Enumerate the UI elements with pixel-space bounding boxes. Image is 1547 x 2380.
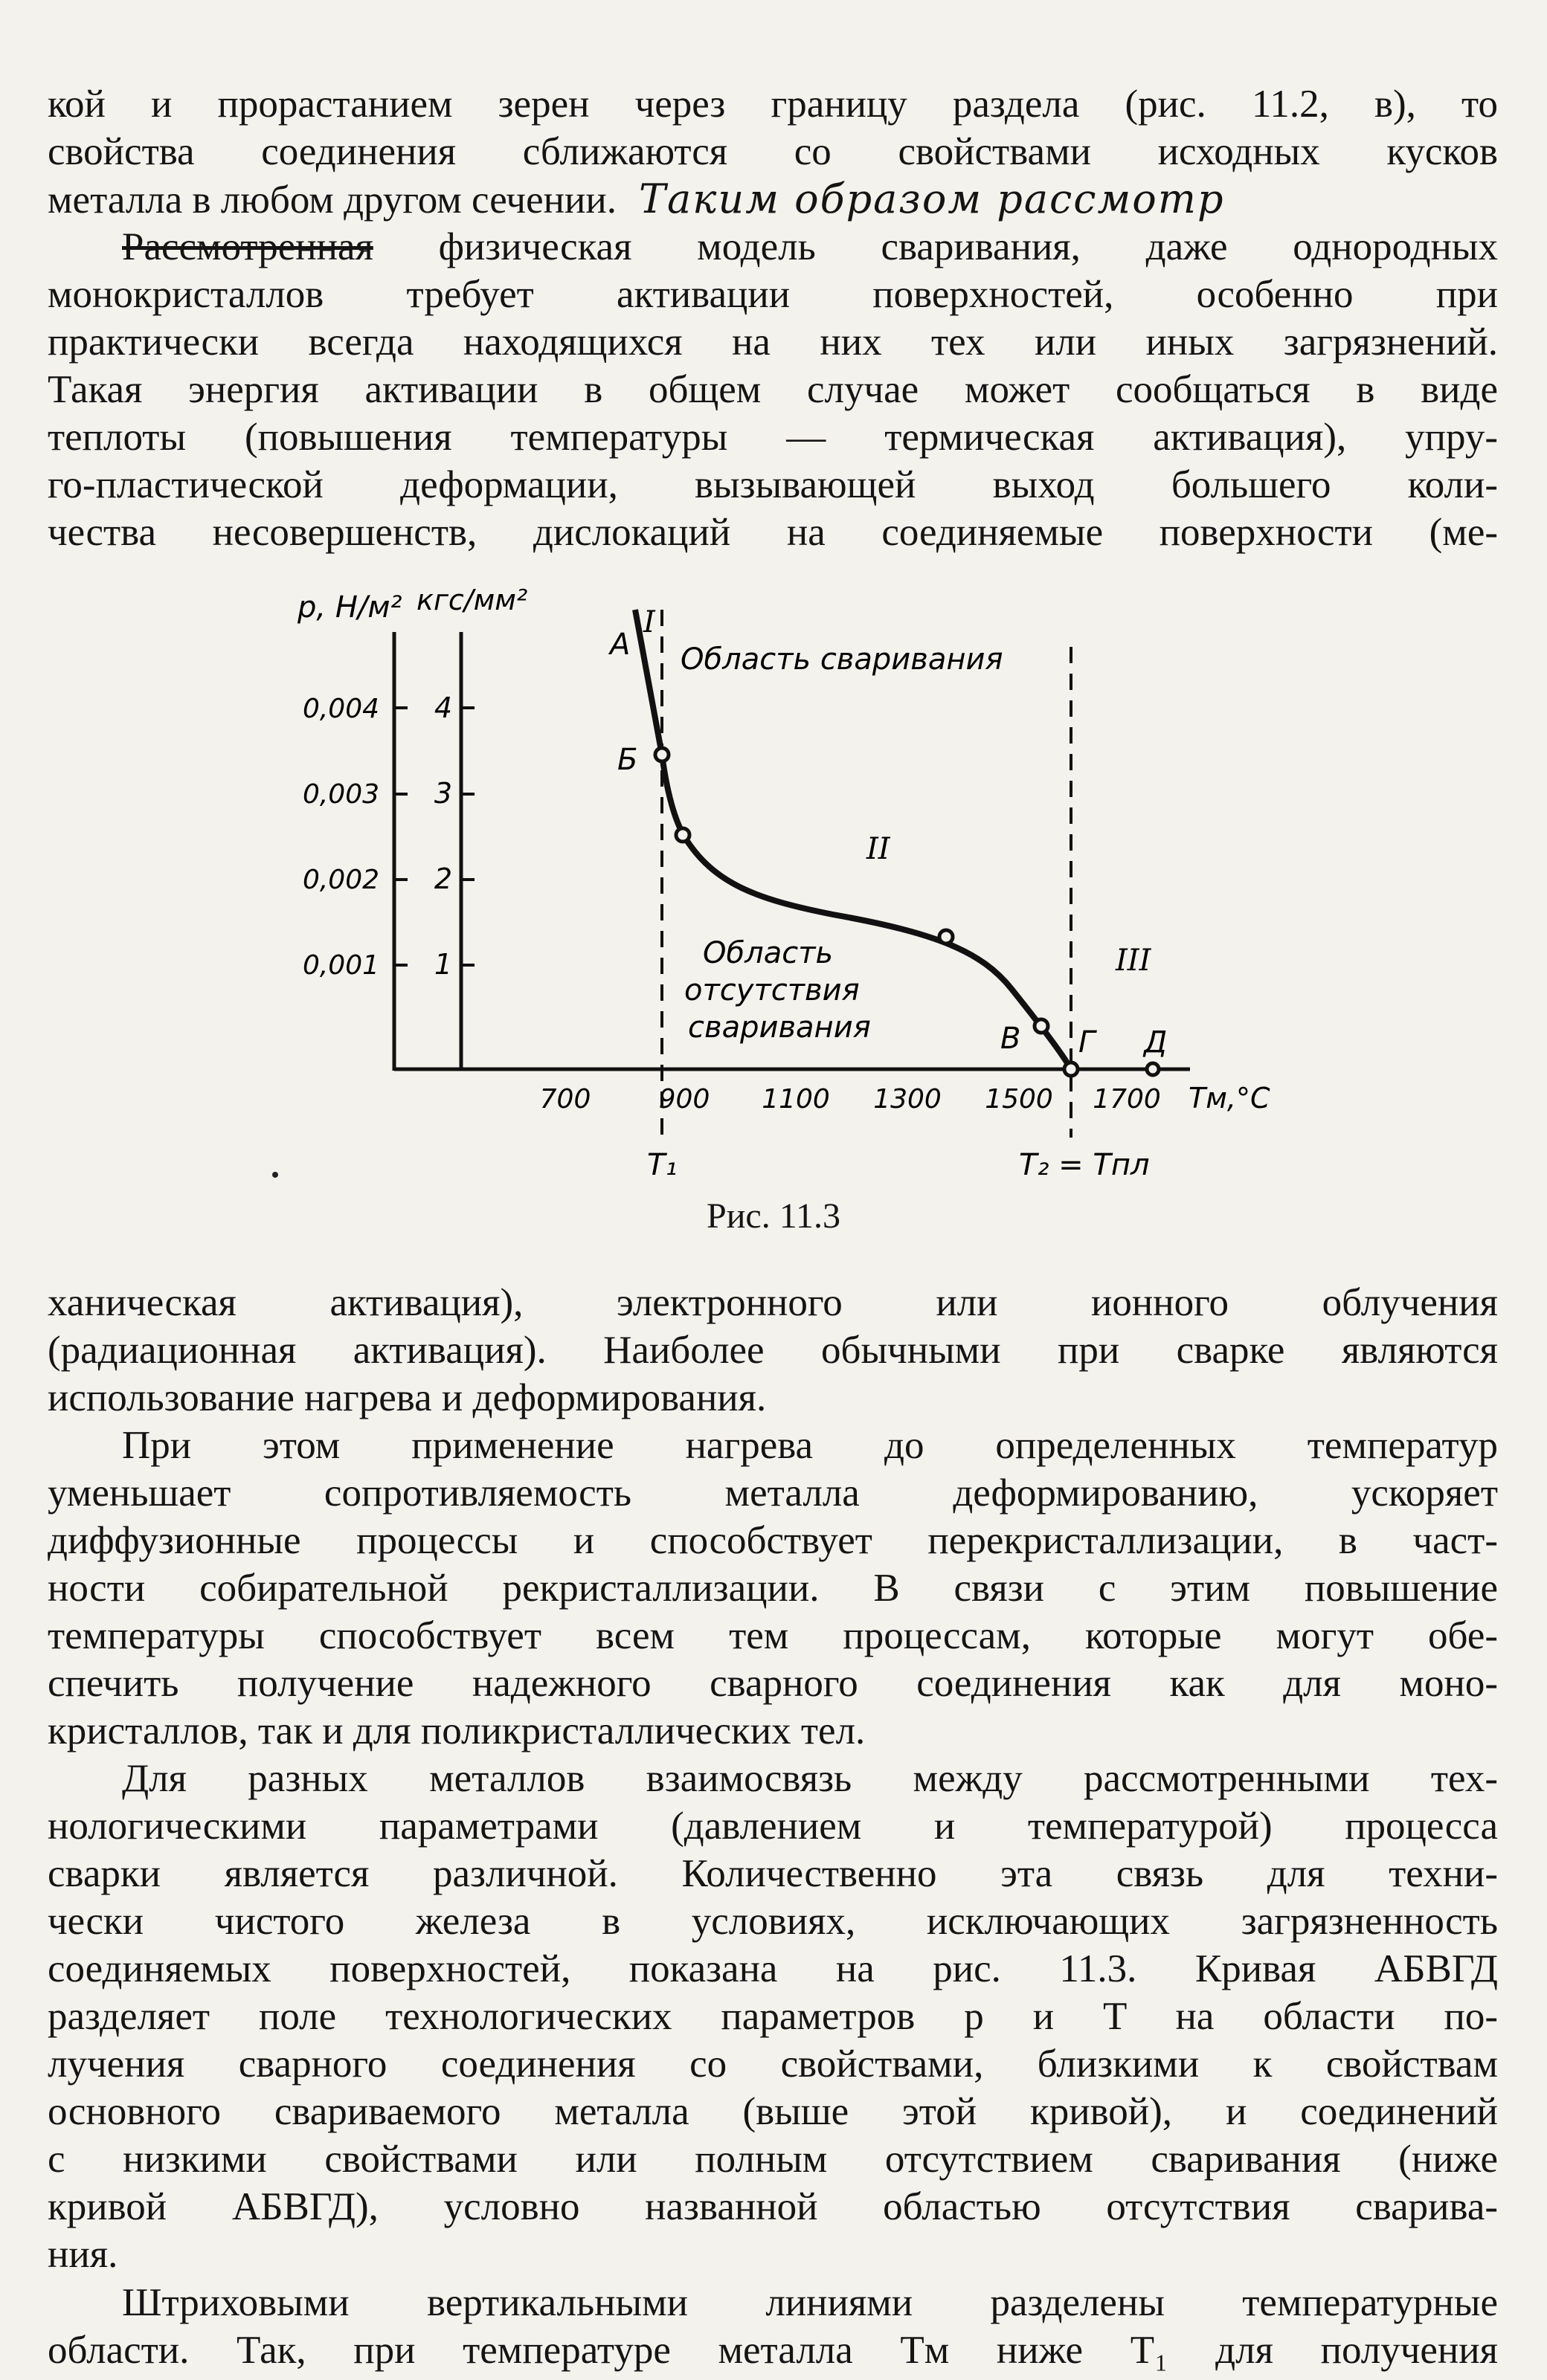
y-tick-label: 1: [434, 948, 452, 981]
x-tick-label: 700: [539, 1084, 591, 1115]
text-line: использование нагрева и деформирования.: [48, 1376, 767, 1419]
x-tick-label: 900: [658, 1084, 710, 1115]
paragraph-1: [48, 80, 1498, 224]
y-axis-label-kgf: кгс/мм²: [416, 587, 528, 616]
region-label-line: сваривания: [688, 1010, 871, 1045]
region-numeral-1: I: [643, 605, 655, 639]
text-line: соединяемых поверхностей, показана на рис. 11.3. Кривая АБВГД: [48, 1947, 1498, 1990]
y-tick-label: 4: [434, 691, 452, 724]
text-line: ханическая активация), электронного или ионного облучения: [48, 1281, 1498, 1324]
paragraph-5: [48, 1755, 1498, 2278]
text-line: уменьшает сопротивляемость металла деформированию, ускоряет: [48, 1471, 1498, 1515]
x-tick-label: 1100: [762, 1084, 830, 1115]
point-g-marker: [1064, 1062, 1078, 1076]
region-numeral-3: III: [1116, 944, 1151, 978]
region-label-no-welding: [684, 936, 871, 1045]
text-line: области. Так, при температуре металла Tм ниже T₁ для получения: [48, 2329, 1498, 2372]
x-tick-label: 1700: [1093, 1084, 1161, 1115]
y-tick-label: 3: [434, 777, 452, 810]
text-line: Для разных металлов взаимосвязь между рассмотренными тех-: [122, 1757, 1498, 1800]
y-ticks-si: [303, 694, 379, 981]
text-line: кой и прорастанием зерен через границу раздела (рис. 11.2, в), то: [48, 83, 1498, 126]
text-line: разделяет поле технологических параметров p и T на области по-: [48, 1995, 1498, 2038]
text-line: лучения сварного соединения со свойствами, близкими к свойствам: [48, 2042, 1498, 2086]
figure-11-3: [268, 587, 1294, 1197]
point-label-a: А: [610, 628, 631, 662]
text-line: температуры способствует всем тем процессам, которые могут обе-: [48, 1614, 1498, 1657]
text-line: кристаллов, так и для поликристаллических тел.: [48, 1709, 866, 1752]
text-line: чества несовершенств, дислокаций на соединяемые поверхности (ме-: [48, 511, 1498, 554]
y-tick-label: 0,002: [302, 865, 379, 895]
text-line: чески чистого железа в условиях, исключающих загрязненность: [48, 1900, 1498, 1943]
y-ticks-kgf: [434, 691, 452, 981]
point-label-g: Г: [1078, 1025, 1096, 1060]
y-tick-label: 0,003: [302, 779, 379, 810]
y-tick-label: 0,001: [302, 950, 379, 981]
t2-label: T₂ = Tпл: [1019, 1148, 1150, 1182]
t1-label: T₁: [647, 1148, 678, 1182]
text-line: основного свариваемого металла (выше этой кривой), и соединений: [48, 2090, 1498, 2133]
region-label-welding: Область сваривания: [681, 642, 1003, 677]
text-line: Такая энергия активации в общем случае может сообщаться в виде: [48, 368, 1498, 411]
point-b-marker: [655, 748, 669, 761]
text-line: кривой АБВГД), условно названной областью отсутствия сварива-: [48, 2185, 1498, 2228]
x-ticks: [540, 1084, 1161, 1115]
point-label-d: Д: [1144, 1025, 1168, 1060]
struck-word: Рассмотренная: [122, 225, 373, 268]
paragraph-4: [48, 1422, 1498, 1755]
text-line: спечить получение надежного сварного соединения как для моно-: [48, 1662, 1498, 1705]
pressure-temperature-chart: [268, 587, 1294, 1197]
text-line: сварки является различной. Количественно эта связь для техни-: [48, 1852, 1498, 1895]
stray-dot: [272, 1172, 278, 1178]
text-line: ности собирательной рекристаллизации. В связи с этим повышение: [48, 1567, 1498, 1610]
figure-caption: Рис. 11.3: [707, 1196, 840, 1236]
handwritten-note: Таким образом рассмотр: [638, 175, 1225, 222]
point-marker: [939, 930, 953, 944]
x-tick-label: 1300: [873, 1084, 942, 1115]
y-tick-label: 2: [434, 862, 452, 895]
region-numeral-2: II: [866, 832, 890, 866]
region-label-line: отсутствия: [684, 973, 860, 1007]
text-line: (радиационная активация). Наиболее обычными при сварке являются: [48, 1329, 1498, 1372]
point-v-marker: [1035, 1019, 1048, 1033]
y-tick-label: 0,004: [302, 694, 379, 724]
text-line: практически всегда находящихся на них тех или иных загрязнений.: [48, 320, 1498, 364]
point-marker: [676, 828, 689, 842]
point-label-v: В: [1000, 1022, 1021, 1056]
text-line: ния.: [48, 2233, 118, 2276]
text-line: с низкими свойствами или полным отсутствием сваривания (ниже: [48, 2138, 1498, 2181]
text-line: При этом применение нагрева до определенных температур: [122, 1424, 1498, 1467]
text-line: монокристаллов требует активации поверхностей, особенно при: [48, 273, 1498, 316]
region-label-line: Область: [703, 936, 834, 970]
x-axis-label: Tм,°C: [1189, 1082, 1270, 1115]
y-axis-label-si: p, Н/м²: [298, 590, 402, 625]
paragraph-6: [48, 2279, 1498, 2374]
point-d-marker: [1147, 1063, 1159, 1075]
paragraph-3: [48, 1279, 1498, 1422]
text-line-content: физическая модель сваривания, даже однородных: [438, 225, 1499, 268]
text-line: нологическими параметрами (давлением и температурой) процесса: [48, 1805, 1498, 1848]
paragraph-2: [48, 223, 1498, 556]
text-line: го-пластической деформации, вызывающей выход большего коли-: [48, 463, 1498, 506]
text-line: [48, 175, 1498, 224]
text-line: Штриховыми вертикальными линиями разделены температурные: [122, 2281, 1498, 2324]
point-label-b: Б: [617, 743, 638, 777]
text-line: [48, 223, 1498, 271]
text-line: теплоты (повышения температуры — термическая активация), упру-: [48, 416, 1498, 459]
text-line: диффузионные процессы и способствует перекристаллизации, в част-: [48, 1519, 1498, 1562]
text-line-content: металла в любом другом сечении.: [48, 178, 617, 222]
text-line: свойства соединения сближаются со свойствами исходных кусков: [48, 130, 1498, 173]
x-tick-label: 1500: [985, 1084, 1053, 1115]
